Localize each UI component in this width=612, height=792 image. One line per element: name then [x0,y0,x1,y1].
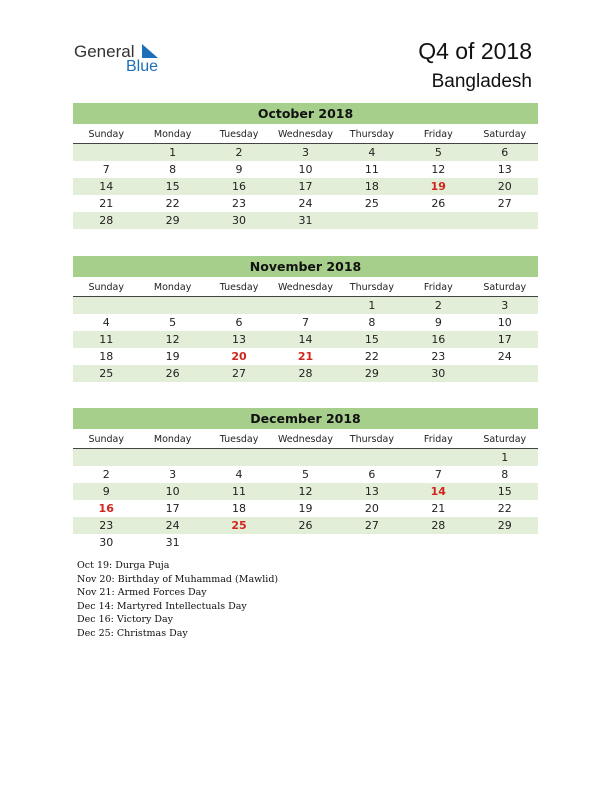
day-cell: 17 [298,180,313,193]
day-cell: 10 [298,163,313,176]
logo-word-general: General [74,42,135,61]
week-row [73,161,538,178]
day-cell: 25 [364,197,379,210]
empty-day-cell [405,534,471,551]
week-row [73,466,538,483]
day-cell: 5 [169,316,177,329]
day-cell: 1 [169,146,177,159]
day-cell: 2 [235,146,243,159]
day-cell: 2 [102,468,110,481]
weekday-header-row [73,126,538,144]
day-cell: 14 [298,333,313,346]
logo-word-blue: Blue [126,58,159,75]
day-cell: 21 [99,197,114,210]
holiday-note: Dec 16: Victory Day [77,614,174,626]
day-cell: 23 [232,197,247,210]
day-cell: 3 [169,468,177,481]
day-cell: 28 [298,367,313,380]
day-cell: 20 [497,180,512,193]
day-cell: 15 [364,333,379,346]
weekday-label: Saturday [483,282,527,293]
day-cell: 7 [102,163,110,176]
empty-day-cell [272,297,338,314]
day-cell: 30 [232,214,247,227]
day-cell: 22 [497,502,512,515]
day-cell: 29 [165,214,180,227]
day-cell: 1 [501,451,509,464]
week-row [73,500,538,517]
week-row [73,449,538,466]
empty-day-cell [472,365,538,382]
week-row [73,212,538,229]
day-cell: 30 [431,367,446,380]
month-december [73,408,538,551]
day-cell: 19 [165,350,180,363]
weekday-label: Sunday [88,282,124,293]
holiday-note: Nov 20: Birthday of Muhammad (Mawlid) [77,573,279,585]
weekday-label: Thursday [349,282,394,293]
day-cell: 25 [231,519,247,532]
day-cell: 3 [501,299,509,312]
week-row [73,365,538,382]
empty-day-cell [339,534,405,551]
day-cell: 23 [99,519,114,532]
day-cell: 25 [99,367,114,380]
weekday-label: Saturday [483,129,527,140]
day-cell: 4 [368,146,376,159]
empty-day-cell [272,534,338,551]
day-cell: 5 [434,146,442,159]
empty-day-cell [339,212,405,229]
day-cell: 21 [297,350,314,363]
week-row [73,331,538,348]
week-row [73,534,538,551]
month-october [73,103,538,229]
day-cell: 16 [232,180,247,193]
weekday-header-row [73,279,538,297]
day-cell: 12 [431,163,446,176]
empty-day-cell [139,449,205,466]
day-cell: 18 [364,180,379,193]
day-cell: 15 [165,180,180,193]
empty-day-cell [339,449,405,466]
day-cell: 2 [434,299,442,312]
day-cell: 7 [301,316,309,329]
empty-day-cell [472,534,538,551]
holiday-note: Dec 14: Martyred Intellectuals Day [77,600,247,612]
weekday-label: Saturday [483,434,527,445]
page-title: Q4 of 2018 [418,38,532,64]
day-cell: 14 [430,485,446,498]
weekday-label: Friday [423,282,453,293]
day-cell: 28 [431,519,446,532]
day-cell: 14 [99,180,114,193]
month-title: December 2018 [73,408,538,429]
day-cell: 10 [165,485,180,498]
holiday-note: Dec 25: Christmas Day [77,627,188,639]
weekday-label: Thursday [349,434,394,445]
empty-day-cell [73,144,139,161]
day-cell: 7 [434,468,442,481]
day-cell: 6 [235,316,243,329]
day-cell: 11 [232,485,247,498]
week-row [73,517,538,534]
day-cell: 9 [102,485,110,498]
weekday-label: Wednesday [277,282,333,293]
day-cell: 27 [497,197,512,210]
day-cell: 26 [165,367,180,380]
day-cell: 22 [165,197,180,210]
day-cell: 19 [298,502,313,515]
day-cell: 9 [434,316,442,329]
empty-day-cell [139,297,205,314]
weekday-label: Sunday [88,434,124,445]
weekday-label: Wednesday [277,129,333,140]
weekday-label: Monday [153,434,192,445]
day-cell: 8 [368,316,376,329]
week-row [73,348,538,365]
day-cell: 26 [298,519,313,532]
day-cell: 13 [364,485,379,498]
day-cell: 27 [232,367,247,380]
holiday-note: Oct 19: Durga Puja [77,560,170,571]
weekday-label: Sunday [88,129,124,140]
day-cell: 4 [235,468,243,481]
day-cell: 13 [232,333,247,346]
day-cell: 8 [169,163,177,176]
day-cell: 12 [298,485,313,498]
day-cell: 11 [364,163,379,176]
weekday-label: Friday [423,129,453,140]
day-cell: 31 [298,214,313,227]
country-name: Bangladesh [431,71,532,92]
weekday-header-row [73,431,538,449]
day-cell: 24 [298,197,313,210]
day-cell: 16 [431,333,446,346]
empty-day-cell [272,449,338,466]
day-cell: 8 [501,468,509,481]
day-cell: 3 [301,146,309,159]
day-cell: 5 [301,468,309,481]
day-cell: 28 [99,214,114,227]
day-cell: 17 [165,502,180,515]
weekday-label: Tuesday [219,129,259,140]
day-cell: 20 [231,350,247,363]
weekday-label: Tuesday [219,282,259,293]
day-cell: 6 [368,468,376,481]
empty-day-cell [405,212,471,229]
week-row [73,297,538,314]
week-row [73,314,538,331]
week-row [73,144,538,161]
day-cell: 26 [431,197,446,210]
empty-day-cell [405,449,471,466]
day-cell: 4 [102,316,110,329]
weekday-label: Wednesday [277,434,333,445]
empty-day-cell [206,449,272,466]
week-row [73,178,538,195]
day-cell: 17 [497,333,512,346]
day-cell: 19 [430,180,446,193]
empty-day-cell [73,297,139,314]
month-title: November 2018 [73,256,538,277]
day-cell: 1 [368,299,376,312]
month-title: October 2018 [73,103,538,124]
empty-day-cell [206,534,272,551]
day-cell: 23 [431,350,446,363]
weekday-label: Monday [153,282,192,293]
day-cell: 22 [364,350,379,363]
day-cell: 11 [99,333,114,346]
day-cell: 16 [98,502,114,515]
empty-day-cell [206,297,272,314]
weekday-label: Tuesday [219,434,259,445]
day-cell: 6 [501,146,509,159]
day-cell: 21 [431,502,446,515]
day-cell: 31 [165,536,180,549]
week-row [73,195,538,212]
day-cell: 24 [497,350,512,363]
day-cell: 30 [99,536,114,549]
weekday-label: Monday [153,129,192,140]
day-cell: 9 [235,163,243,176]
holiday-notes [77,559,278,641]
weekday-label: Thursday [349,129,394,140]
day-cell: 10 [497,316,512,329]
day-cell: 24 [165,519,180,532]
day-cell: 18 [99,350,114,363]
weekday-label: Friday [423,434,453,445]
empty-day-cell [73,449,139,466]
day-cell: 27 [364,519,379,532]
day-cell: 12 [165,333,180,346]
day-cell: 20 [364,502,379,515]
day-cell: 18 [232,502,247,515]
logo [74,42,174,78]
month-november [73,256,538,382]
day-cell: 29 [364,367,379,380]
week-row [73,483,538,500]
day-cell: 29 [497,519,512,532]
empty-day-cell [472,212,538,229]
day-cell: 15 [497,485,512,498]
holiday-note: Nov 21: Armed Forces Day [77,587,207,599]
day-cell: 13 [497,163,512,176]
